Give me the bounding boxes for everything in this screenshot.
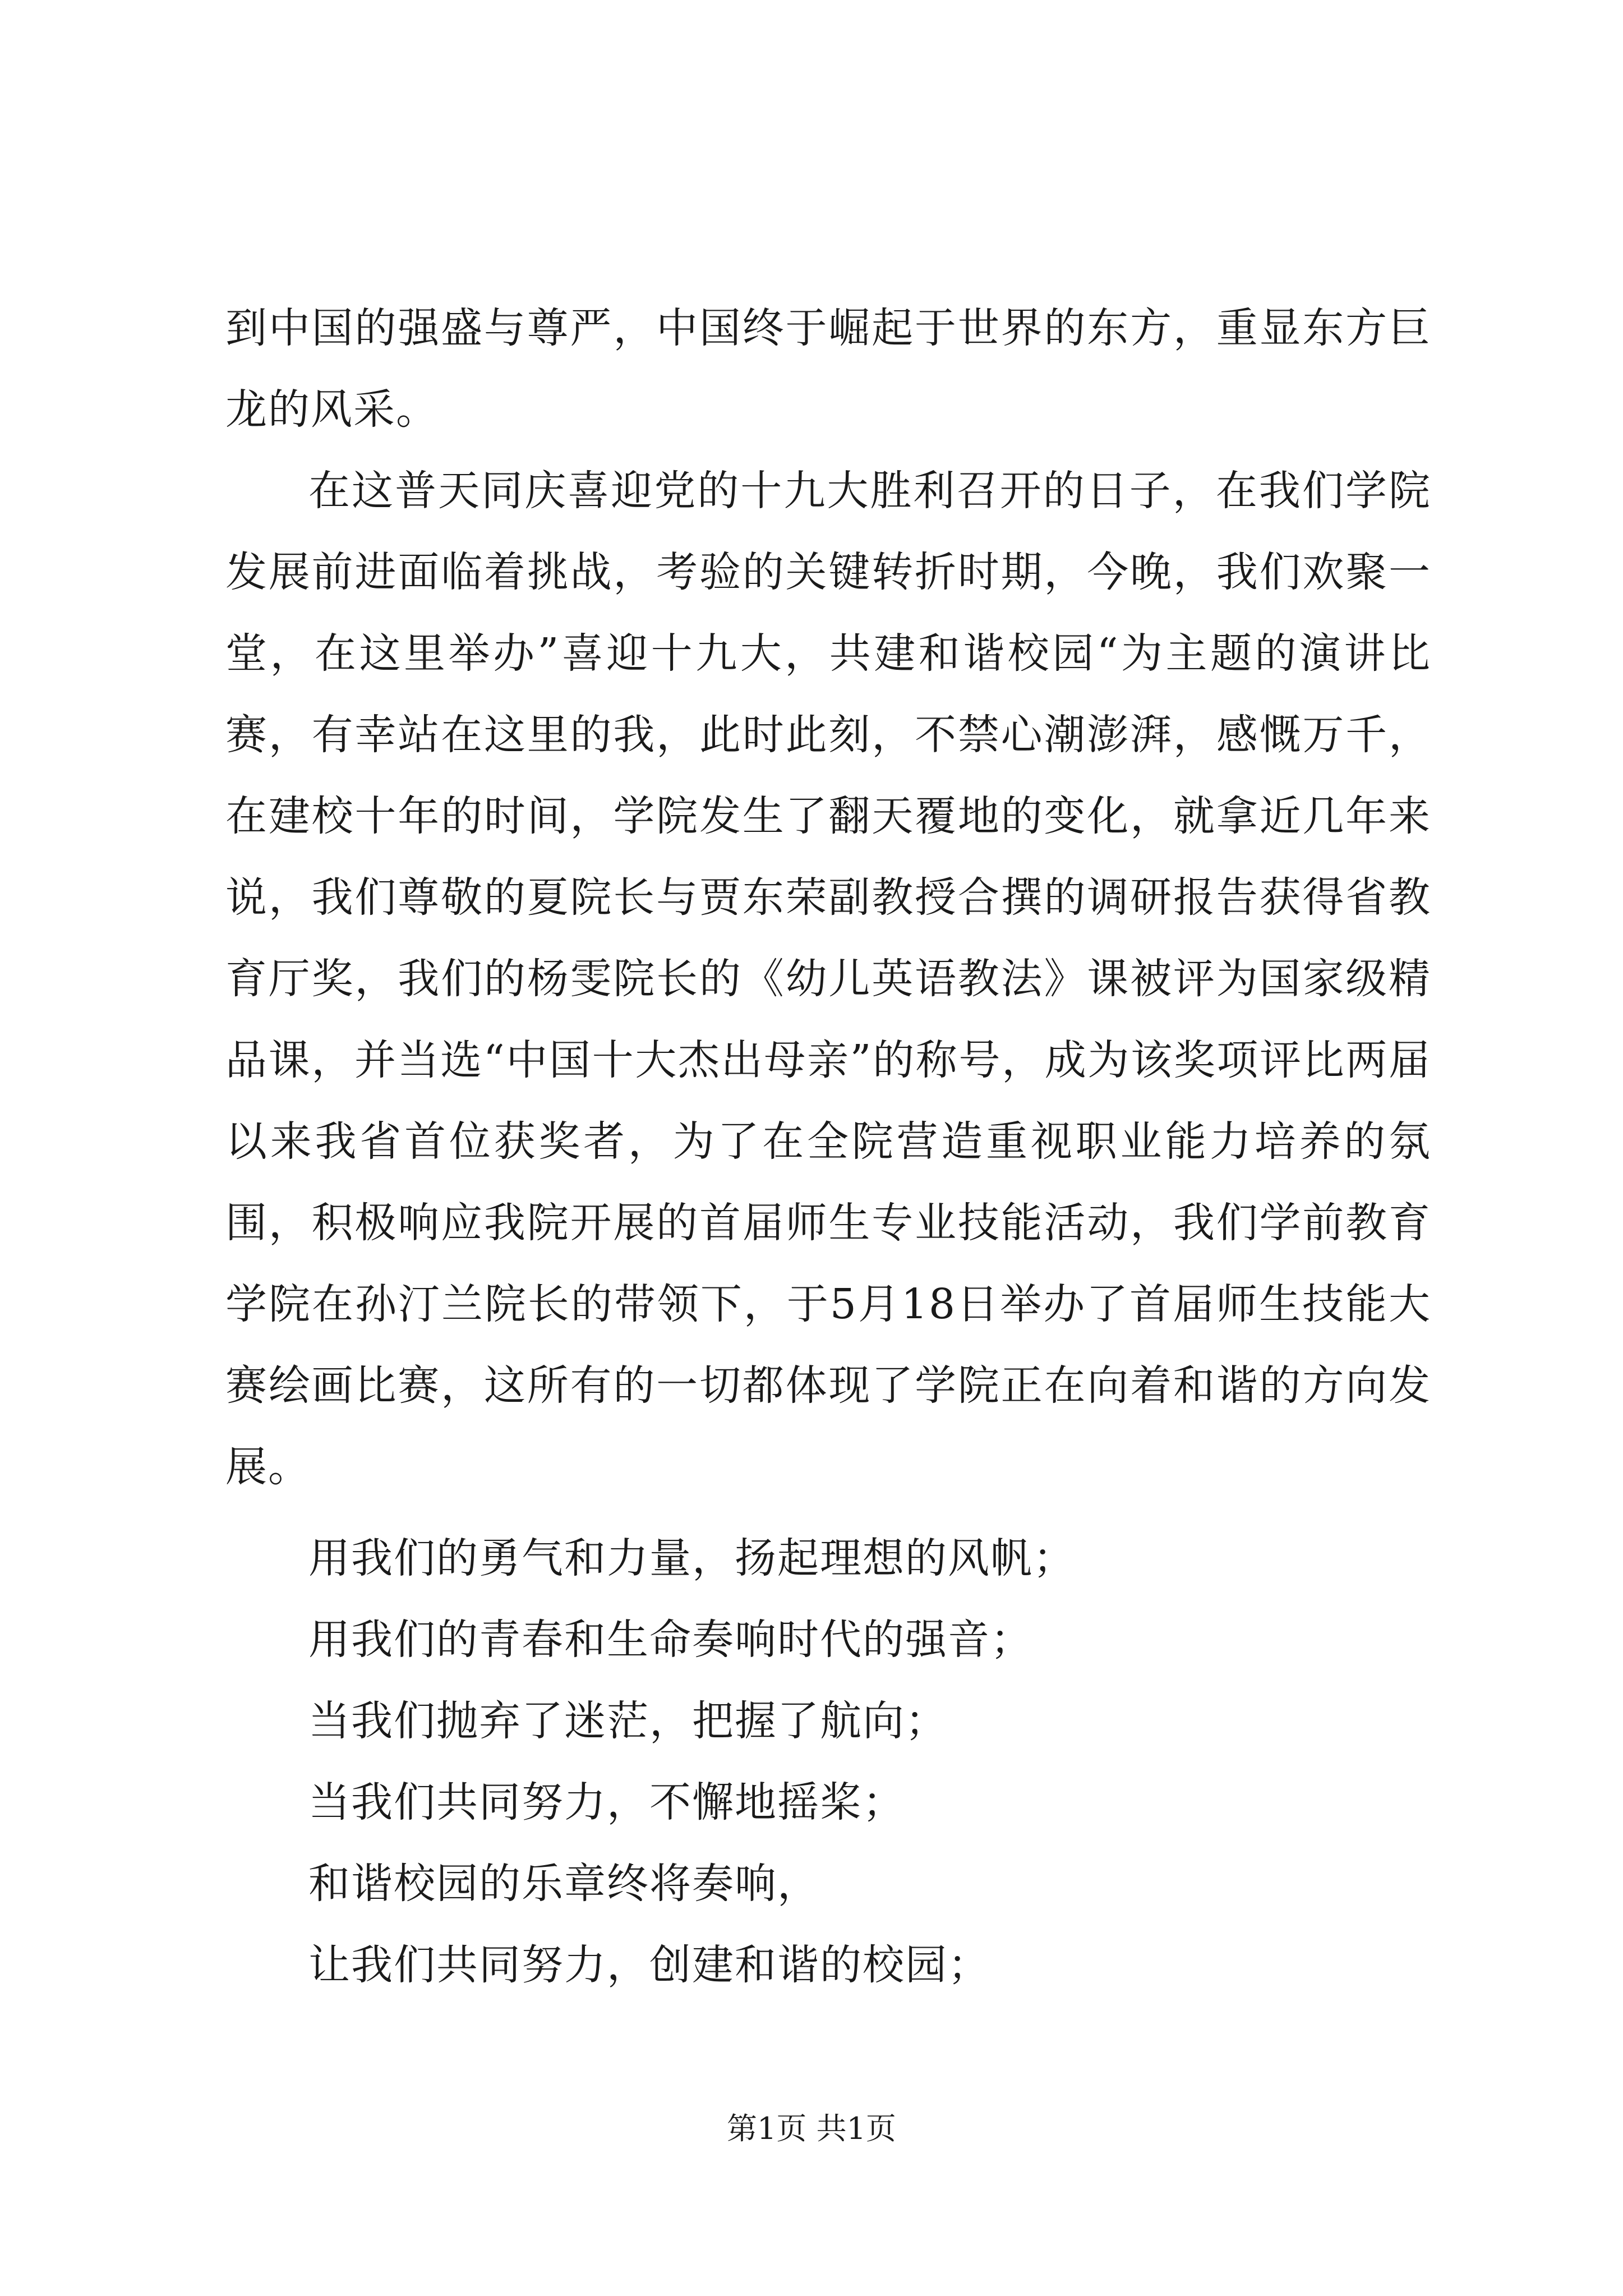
verse-line-6: 让我们共同努力，创建和谐的校园； (308, 1941, 990, 1989)
verse-line-5: 和谐校园的乐章终将奏响， (308, 1860, 820, 1908)
paragraph-main: 在这普天同庆喜迎党的十九大胜利召开的日子，在我们学院发展前进面临着挑战，考验的关键转折时期，今晚，我们欢聚一堂，在这里举办”喜迎十九大，共建和谐校园“为主题的演讲比赛，有幸站在这里的我，此时此刻，不禁心潮澎湃，感慨万千，在建校十年的时间，学院发生了翻天覆地的变化，就拿近几年来说，我们尊敬的夏院长与贾东荣副教授合撰的调研报告获得省教育厅奖，我们的杨雯院长的《幼儿英语教法》课被评为国家级精品课，并当选“中国十大杰出母亲”的称号，成为该奖项评比两届以来我省首位获奖者，为了在全院营造重视职业能力培养的氛围，积极响应我院开展的首届师生专业技能活动，我们学前教育学院在孙汀兰院长的带领下，于5月18日举办了首届师生技能大赛绘画比赛，这所有的一切都体现了学院正在向着和谐的方向发展。 (225, 467, 1431, 1491)
document-body (225, 288, 1431, 2006)
paragraph-spacer (225, 1508, 1431, 1518)
verse-line-1: 用我们的勇气和力量，扬起理想的风帆； (308, 1534, 1076, 1582)
paragraph-continuation: 到中国的强盛与尊严，中国终于崛起于世界的东方，重显东方巨龙的风采。 (225, 304, 1431, 434)
verse-line-3: 当我们抛弃了迷茫，把握了航向； (308, 1697, 948, 1745)
verse-line-4: 当我们共同努力，不懈地摇桨； (308, 1778, 905, 1826)
page-number-footer: 第1页 共1页 (727, 2111, 896, 2146)
verse-line-2: 用我们的青春和生命奏响时代的强音； (308, 1616, 1033, 1664)
